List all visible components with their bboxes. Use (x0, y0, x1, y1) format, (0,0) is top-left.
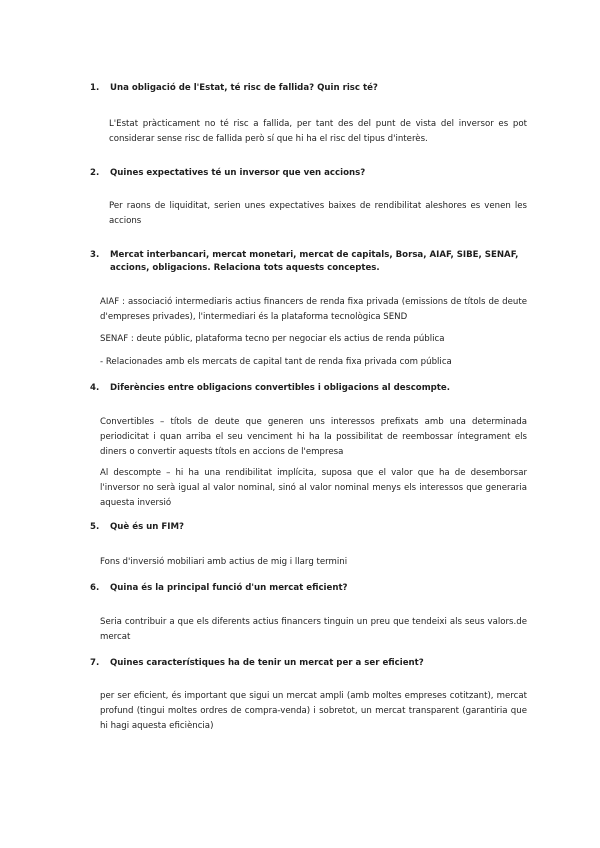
question-4 (90, 382, 530, 395)
answer-4-convertibles: Convertibles – títols de deute que generen uns interessos prefixats amb una determinada periodicitat i quan arriba el seu venciment hi ha la possibilitat de reembossar íntegrament els diners o convertir aquests títols en accions de l'empresa (100, 417, 527, 457)
answer-5: Fons d'inversió mobiliari amb actius de mig i llarg termini (100, 557, 348, 567)
question-number: 7. (90, 658, 100, 668)
question-3 (90, 249, 530, 276)
answer-7: per ser eficient, és important que sigui un mercat ampli (amb moltes empreses cotitzant), mercat profund (tingui moltes ordres de compra-venda) i sobretot, un mercat transparent (garantiria que hi hagi aquesta eficiència) (100, 691, 527, 731)
answer-1: L'Estat pràcticament no té risc a fallida, per tant des del punt de vista del inversor es pot considerar sense risc de fallida però sí que hi ha el risc del tipus d'interès. (109, 119, 527, 144)
answer-2: Per raons de liquiditat, serien unes expectatives baixes de rendibilitat aleshores es venen les accions (109, 201, 527, 226)
question-text: Quines expectatives té un inversor que ven accions? (110, 168, 366, 178)
question-text: Quina és la principal funció d'un mercat eficient? (110, 583, 348, 593)
question-2 (90, 167, 530, 180)
question-number: 1. (90, 83, 100, 93)
question-text: Diferències entre obligacions convertibles i obligacions al descompte. (110, 383, 450, 393)
question-7 (90, 657, 530, 670)
answer-4-descompte: Al descompte – hi ha una rendibilitat implícita, suposa que el valor que ha de desemborsar l'inversor no serà igual al valor nominal, sinó al valor nominal menys els interessos que generaria aquesta inversió (100, 468, 527, 508)
question-text: Mercat interbancari, mercat monetari, mercat de capitals, Borsa, AIAF, SIBE, SENAF, accions, obligacions. Relaciona tots aquests conceptes. (110, 250, 519, 274)
answer-3-senaf: SENAF : deute públic, plataforma tecno per negociar els actius de renda pública (100, 334, 445, 344)
question-number: 4. (90, 383, 100, 393)
answer-6: Seria contribuir a que els diferents actius financers tinguin un preu que tendeixi als seus valors.de mercat (100, 617, 527, 642)
question-text: Què és un FIM? (110, 522, 185, 532)
answer-3-aiaf: AIAF : associació intermediaris actius financers de renda fixa privada (emissions de títols de deute d'empreses privades), l'intermediari és la plataforma tecnològica SEND (100, 297, 527, 322)
question-1 (90, 82, 530, 95)
question-6 (90, 582, 530, 595)
question-number: 6. (90, 583, 100, 593)
question-number: 5. (90, 522, 100, 532)
question-number: 2. (90, 168, 100, 178)
question-number: 3. (90, 250, 100, 260)
question-5 (90, 521, 530, 534)
question-text: Quines característiques ha de tenir un mercat per a ser eficient? (110, 658, 424, 668)
answer-3-relation: - Relacionades amb els mercats de capital tant de renda fixa privada com pública (100, 357, 452, 367)
question-text: Una obligació de l'Estat, té risc de fallida? Quin risc té? (110, 83, 378, 93)
